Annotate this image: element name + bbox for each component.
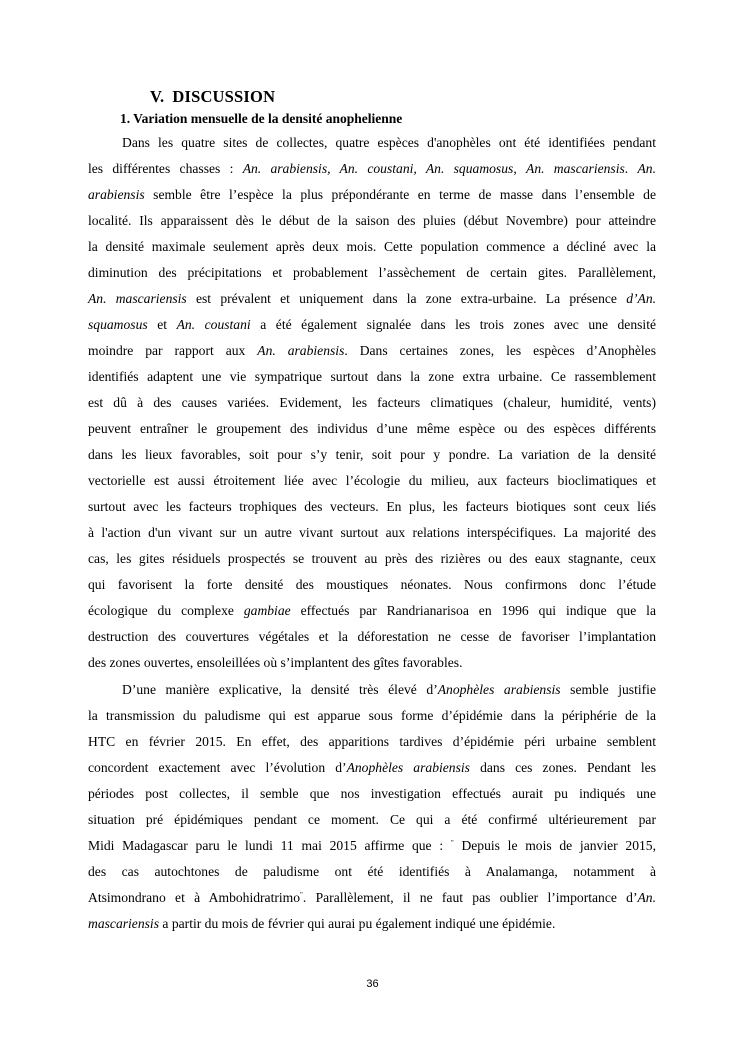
text-line: cas, les gites résiduels prospectés se trouvent au près des rizières ou des eaux stagnante, ceux	[88, 551, 656, 566]
text-line: dans les lieux favorables, soit pour s’y tenir, soit pour y pondre. La variation de la densité	[88, 447, 656, 462]
species-name: gambiae	[243, 603, 291, 618]
text-line: la densité maximale seulement après deux mois. Cette population commence a décliné avec la	[88, 239, 656, 254]
species-name: Anophèles arabiensis	[437, 682, 561, 697]
text-line: destruction des couvertures végétales et la déforestation ne cesse de favoriser l’implantation	[88, 629, 656, 644]
text-line: arabiensis semble être l’espèce la plus prépondérante en terme de masse dans l’ensemble de	[88, 187, 656, 202]
species-name: An. arabiensis, An. coustani, An. squamosus	[242, 161, 514, 176]
species-name: An.	[637, 890, 656, 905]
text-line: la transmission du paludisme qui est apparue sous forme d’épidémie dans la périphérie de la	[88, 708, 656, 723]
species-name: Anophèles arabiensis	[346, 760, 470, 775]
text-line: localité. Ils apparaissent dès le début de la saison des pluies (début Novembre) pour atteindre	[88, 213, 656, 228]
page-number: 36	[366, 978, 379, 990]
species-name: d’An.	[626, 291, 657, 306]
species-name: An. mascariensis	[88, 291, 187, 306]
text-line: vectorielle est aussi étroitement liée avec l’écologie du milieu, aux facteurs bioclimatiques et	[88, 473, 656, 488]
species-name: An. coustani	[176, 317, 251, 332]
text-line: périodes post collectes, il semble que nos investigation effectués aurait pu indiqués une	[88, 786, 656, 801]
text-line: D’une manière explicative, la densité très élevé d’Anophèles arabiensis semble justifie	[122, 682, 656, 697]
text-line: concordent exactement avec l’évolution d’Anophèles arabiensis dans ces zones. Pendant les	[88, 760, 656, 775]
species-name: mascariensis	[88, 916, 159, 931]
text-line: peuvent entraîner le groupement des individus d’une même espèce ou des espèces différents	[88, 421, 656, 436]
text-line: HTC en février 2015. En effet, des apparitions tardives d’épidémie péri urbaine semblent	[88, 734, 656, 749]
text-line: identifiés adaptent une vie sympatrique surtout dans la zone extra urbaine. Ce rassemblement	[88, 369, 656, 384]
quote-mark: "	[300, 891, 303, 899]
species-name: squamosus	[88, 317, 148, 332]
text-line: squamosus et An. coustani a été également signalée dans les trois zones avec une densité	[88, 317, 657, 332]
text-line: qui favorisent la forte densité des moustiques néonates. Nous confirmons donc l’étude	[88, 577, 656, 592]
subsection-number: 1.	[120, 111, 131, 126]
species-name: arabiensis	[88, 187, 145, 202]
text-line: des cas autochtones de paludisme ont été identifiés à Analamanga, notamment à	[88, 864, 656, 879]
quote-mark: "	[450, 839, 454, 847]
text-line: Midi Madagascar paru le lundi 11 mai 2015 affirme que : " Depuis le mois de janvier 2015,	[88, 838, 656, 853]
subsection-heading	[120, 111, 402, 127]
species-name: An.	[637, 161, 656, 176]
section-number: V.	[150, 87, 165, 106]
text-line: situation pré épidémiques pendant ce moment. Ce qui a été confirmé ultérieurement par	[88, 812, 656, 827]
subsection-title: Variation mensuelle de la densité anophelienne	[133, 111, 403, 126]
text-line: diminution des précipitations et probablement l’assèchement de certain gites. Parallèlement,	[88, 265, 656, 280]
text-line: à l'action d'un vivant sur un autre vivant surtout aux relations interspécifiques. La majorité des	[88, 525, 656, 540]
text-line: Atsimondrano et à Ambohidratrimo". Parallèlement, il ne faut pas oublier l’importance d’An.	[88, 890, 656, 905]
species-name: An. arabiensis	[257, 343, 345, 358]
text-line: est dû à des causes variées. Evidement, les facteurs climatiques (chaleur, humidité, vents)	[88, 395, 656, 410]
text-line: les différentes chasses : An. arabiensis, An. coustani, An. squamosus, An. mascariensis. An.	[88, 161, 656, 176]
text-line: écologique du complexe gambiae effectués par Randrianarisoa en 1996 qui indique que la	[88, 603, 656, 618]
text-line: Dans les quatre sites de collectes, quatre espèces d'anophèles ont été identifiées pendant	[122, 135, 656, 150]
text-line: moindre par rapport aux An. arabiensis. Dans certaines zones, les espèces d’Anophèles	[88, 343, 656, 358]
text-line: mascariensis a partir du mois de février qui aurai pu également indiqué une épidémie.	[88, 916, 556, 931]
species-name: An. mascariensis	[526, 161, 625, 176]
text-line: surtout avec les facteurs trophiques des vecteurs. En plus, les facteurs biotiques sont ceux liés	[88, 499, 656, 514]
text-line: des zones ouvertes, ensoleillées où s’implantent des gîtes favorables.	[88, 655, 463, 670]
text-line: An. mascariensis est prévalent et uniquement dans la zone extra-urbaine. La présence d’An.	[88, 291, 657, 306]
section-heading	[150, 87, 275, 107]
section-title: DISCUSSION	[172, 87, 276, 106]
